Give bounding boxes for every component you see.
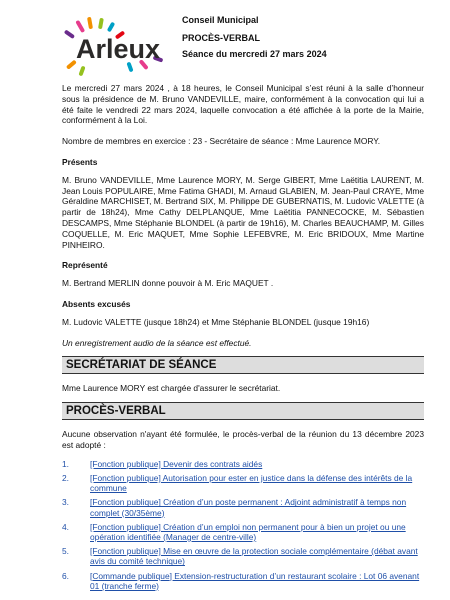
agenda-item[interactable] bbox=[62, 571, 424, 591]
agenda-item-link[interactable]: [Fonction publique] Mise en œuvre de la protection sociale complémentaire (débat avant avis du comité technique) bbox=[90, 546, 418, 567]
agenda-item-number: 5. bbox=[62, 546, 69, 557]
intro-paragraph: Le mercredi 27 mars 2024 , à 18 heures, le Conseil Municipal s’est réuni à la salle d’honneur sous la présidence de M. Bruno VANDEVILLE, maire, conformément à la convocation qui lui a été faite le vendredi 22 mars 2024, laquelle convocation a été affichée à la porte de la Mairie, conformément à la Loi. bbox=[62, 83, 424, 126]
logo-wordmark: Arleux bbox=[75, 34, 161, 64]
agenda-item[interactable] bbox=[62, 473, 424, 493]
arleux-logo bbox=[64, 16, 172, 78]
agenda-item-number: 2. bbox=[62, 472, 69, 483]
presents-list: M. Bruno VANDEVILLE, Mme Laurence MORY, M. Serge GIBERT, Mme Laëtitia LAURENT, M. Jean Louis POPULAIRE, Mme Fatima GHADI, M. Arnaud GLABIEN, M. Jean-Paul CRAYE, Mme Géraldine MARCHISET, M. Bertrand SIX, M. Philippe DE GUBERNATIS, M. Ludovic VALETTE (à partir de 18h24), Mme Cathy DELPLANQUE, Mme Laëtitia PANNECOCKE, M. Sébastien DESCAMPS, Mme Stéphanie BLONDEL (à partir de 19h16), M. Charles BEAUCHAMP, M. Gilles COQUELLE, M. Eric MAQUET, Mme Sophie LEFEBVRE, M. Eric BRIDOUX, Mme Martine PINHEIRO. bbox=[62, 174, 424, 250]
absents-heading: Absents excusés bbox=[62, 298, 131, 309]
presents-heading: Présents bbox=[62, 156, 98, 167]
organization-title: Conseil Municipal bbox=[182, 15, 259, 25]
agenda-item-link[interactable]: [Fonction publique] Création d’un poste permanent : Adjoint administratif à temps non complet (30/35ème) bbox=[90, 497, 407, 518]
agenda-item-number: 3. bbox=[62, 497, 69, 508]
secretariat-text: Mme Laurence MORY est chargée d'assurer le secrétariat. bbox=[62, 383, 281, 394]
members-paragraph: Nombre de membres en exercice : 23 - Secrétaire de séance : Mme Laurence MORY. bbox=[62, 136, 381, 147]
agenda-item-number: 6. bbox=[62, 570, 69, 581]
agenda-item[interactable] bbox=[62, 497, 424, 517]
document-header bbox=[182, 15, 422, 59]
secretariat-heading: SECRÉTARIAT DE SÉANCE bbox=[62, 356, 424, 374]
represente-heading: Représenté bbox=[62, 260, 108, 271]
agenda-item-link[interactable]: [Commande publique] Extension-restructuration d’un restaurant scolaire : Lot 06 avenant 01 (tranche ferme) bbox=[90, 570, 420, 591]
agenda-item-link[interactable]: [Fonction publique] Devenir des contrats aidés bbox=[90, 458, 263, 469]
document-body bbox=[62, 83, 424, 595]
pv-heading: PROCÈS-VERBAL bbox=[62, 402, 424, 420]
agenda-list bbox=[62, 459, 424, 591]
pv-text: Aucune observation n'ayant été formulée, le procès-verbal de la réunion du 13 décembre 2023 est adopté : bbox=[62, 429, 424, 450]
agenda-item[interactable] bbox=[62, 459, 424, 469]
agenda-item-number: 1. bbox=[62, 458, 69, 469]
audio-note: Un enregistrement audio de la séance est effectué. bbox=[62, 337, 252, 348]
absents-text: M. Ludovic VALETTE (jusque 18h24) et Mme Stéphanie BLONDEL (jusque 19h16) bbox=[62, 316, 370, 327]
agenda-item[interactable] bbox=[62, 522, 424, 542]
represente-text: M. Bertrand MERLIN donne pouvoir à M. Eric MAQUET . bbox=[62, 278, 274, 289]
agenda-item-link[interactable]: [Fonction publique] Création d’un emploi non permanent pour à bien un projet ou une opération identifiée (Manager de centre-ville) bbox=[90, 521, 406, 542]
agenda-item[interactable] bbox=[62, 546, 424, 566]
agenda-item-link[interactable]: [Fonction publique] Autorisation pour ester en justice dans la défense des intérêts de la commune bbox=[90, 472, 413, 494]
session-date: Séance du mercredi 27 mars 2024 bbox=[182, 49, 327, 59]
document-type: PROCÈS-VERBAL bbox=[182, 33, 261, 43]
agenda-item-number: 4. bbox=[62, 521, 69, 532]
